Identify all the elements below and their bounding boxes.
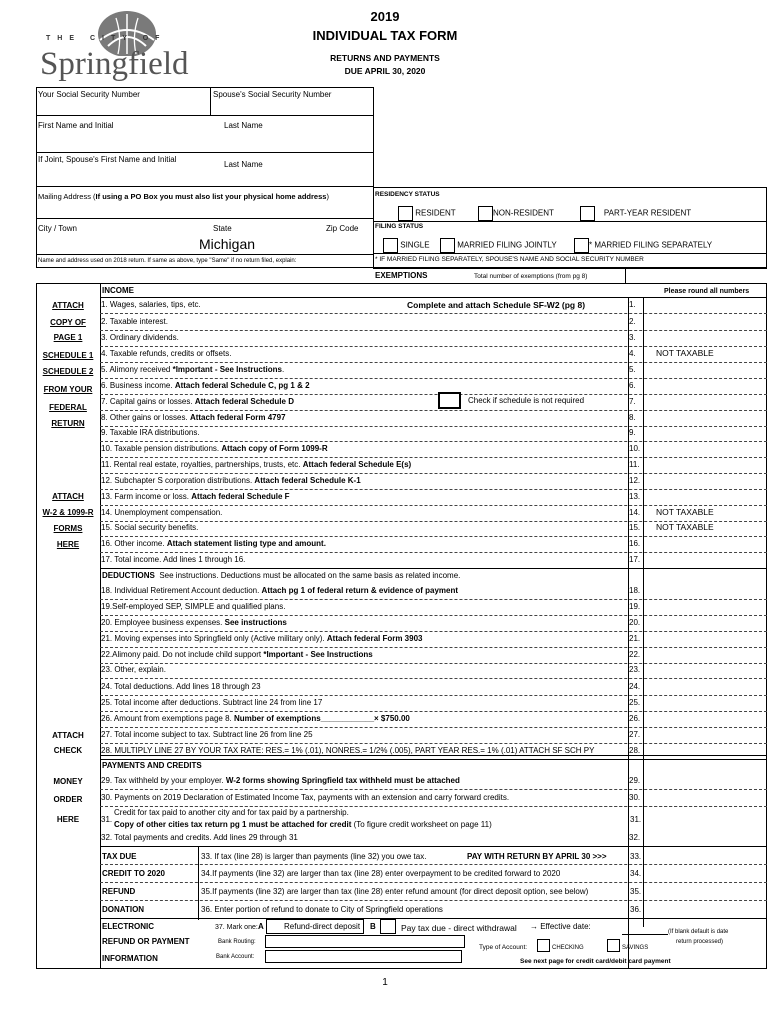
round-numbers-note: Please round all numbers [664, 288, 750, 295]
residency-option-nonresident[interactable]: NON-RESIDENT [478, 206, 554, 221]
form-title: INDIVIDUAL TAX FORM [312, 28, 458, 43]
last-name-field[interactable]: Last Name [224, 121, 263, 130]
side-forms: FORMS [53, 524, 83, 533]
line-3-row [100, 330, 767, 346]
line34-number[interactable]: 34. [630, 869, 642, 878]
side-copy-of: COPY OF [50, 318, 86, 327]
line-25-amount-box[interactable]: 25. [629, 698, 641, 707]
blank-default-note-1: (If blank default is date [668, 929, 729, 935]
line-12-text: 12. Subchapter S corporation distributions. Attach federal Schedule K-1 [101, 476, 361, 485]
first-name-field[interactable]: First Name and Initial [38, 121, 114, 130]
line-4-text: 4. Taxable refunds, credits or offsets. [101, 349, 232, 358]
spouse-ssn-field[interactable]: Spouse's Social Security Number [213, 90, 332, 99]
line-12-amount-box[interactable]: 12. [629, 476, 641, 485]
side-attach-check: ATTACH [52, 731, 84, 740]
line-13-text: 13. Farm income or loss. Attach federal Schedule F [101, 492, 290, 501]
form-subtitle-2: DUE APRIL 30, 2020 [344, 66, 426, 76]
bank-account-input[interactable] [265, 950, 462, 963]
line4-not-taxable: NOT TAXABLE [656, 348, 714, 358]
line-21-row [100, 631, 767, 647]
line-22-amount-box[interactable]: 22. [629, 650, 641, 659]
line-26-text: 26. Amount from exemptions page 8. Number of exemptions____________× $750.00 [101, 714, 410, 723]
side-money: MONEY [53, 777, 83, 786]
page-number: 1 [382, 977, 388, 988]
line-28-amount-box[interactable]: 28. [629, 746, 641, 755]
schedule-not-required-checkbox[interactable] [438, 392, 461, 409]
line-25-row [100, 695, 767, 711]
blank-default-note-2: return processed) [676, 939, 724, 945]
line-18-row [100, 583, 767, 599]
line-22-text: 22.Alimony paid. Do not include child support *Important - See Instructions [101, 650, 373, 659]
line-9-row [100, 425, 767, 441]
line33-pay-note: PAY WITH RETURN BY APRIL 30 >>> [467, 852, 607, 861]
line-23-row [100, 662, 767, 678]
effective-date-label: → Effective date: [530, 922, 591, 931]
line-13-row [100, 489, 767, 505]
single-checkbox[interactable] [383, 238, 398, 253]
line-26-row [100, 711, 767, 727]
line-21-amount-box[interactable]: 21. [629, 634, 641, 643]
prior-name-note[interactable]: Name and address used on 2018 return. If same as above, type "Same" if no return filed, explain: [38, 258, 297, 264]
ssn-divider [210, 87, 211, 115]
residency-option-partyear[interactable]: PART-YEAR RESIDENT [580, 206, 691, 221]
credit-label: CREDIT TO 2020 [102, 869, 165, 878]
side-check: CHECK [53, 746, 83, 755]
city-field[interactable]: City / Town [38, 224, 77, 233]
joint-checkbox[interactable] [440, 238, 455, 253]
line35-text: 35.If payments (line 32) are larger than tax (line 28) enter refund amount (for direct deposit option, see below) [201, 887, 589, 896]
line-29-text: 29. Tax withheld by your employer. W-2 forms showing Springfield tax withheld must be attached [101, 776, 460, 785]
line-30-amount-box[interactable]: 30. [629, 793, 641, 802]
line-28-text: 28. MULTIPLY LINE 27 BY YOUR TAX RATE: RES.= 1% (.01), NONRES.= 1/2% (.005), PART YEAR RES.= 1% (.01) ATTACH SF SCH PY [101, 746, 595, 755]
joint-first-name-field[interactable]: If Joint, Spouse's First Name and Initial [38, 155, 177, 164]
line-8-amount-box[interactable]: 8. [629, 413, 636, 422]
joint-last-name-field[interactable]: Last Name [224, 160, 263, 169]
line36-text: 36. Enter portion of refund to donate to City of Springfield operations [201, 905, 443, 914]
line33-number[interactable]: 33. [630, 852, 642, 861]
line-24-amount-box[interactable]: 24. [629, 682, 641, 691]
logo-the-city-of: THE CITY OF [46, 35, 167, 42]
line-27-row [100, 727, 767, 743]
line-16-amount-box[interactable]: 16. [629, 539, 641, 548]
line-4-amount-box[interactable]: 4. [629, 349, 636, 358]
line-24-row [100, 679, 767, 695]
line-12-row [100, 473, 767, 489]
electronic-label-3: INFORMATION [102, 954, 158, 963]
line-20-amount-box[interactable]: 20. [629, 618, 641, 627]
line-26-amount-box[interactable]: 26. [629, 714, 641, 723]
line35-number[interactable]: 35. [630, 887, 642, 896]
ssn-field[interactable]: Your Social Security Number [38, 90, 140, 99]
side-federal: FEDERAL [49, 403, 87, 412]
line34-text: 34.If payments (line 32) are larger than tax (line 28) enter overpayment to be credited forward to 2020 [201, 869, 561, 878]
line33-text: 33. If tax (line 28) is larger than payments (line 32) you owe tax. [201, 852, 427, 861]
filing-option-single[interactable]: SINGLE [383, 238, 430, 253]
line-17-amount-box[interactable]: 17. [629, 555, 641, 564]
line-3-text: 3. Ordinary dividends. [101, 333, 179, 342]
line-25-text: 25. Total income after deductions. Subtract line 24 from line 17 [101, 698, 323, 707]
zip-field[interactable]: Zip Code [326, 224, 359, 233]
exemptions-label: EXEMPTIONS [375, 271, 428, 280]
side-attach-w2: ATTACH [52, 492, 84, 501]
electronic-label-1: ELECTRONIC [102, 922, 154, 931]
line-30-row [100, 790, 767, 806]
line-8-row [100, 410, 767, 426]
separate-checkbox[interactable] [574, 238, 589, 253]
form-subtitle-1: RETURNS AND PAYMENTS [330, 53, 440, 63]
line-3-amount-box[interactable]: 3. [629, 333, 636, 342]
logo-city-name: Springfield [40, 46, 189, 82]
line-15-text: 15. Social security benefits. [101, 523, 199, 532]
line-10-row [100, 441, 767, 457]
side-attach: ATTACH [52, 301, 84, 310]
refund-label: REFUND [102, 887, 136, 896]
form-year: 2019 [370, 9, 400, 24]
deductions-header: DEDUCTIONS See instructions. Deductions must be allocated on the same basis as related income. [102, 571, 461, 580]
line31-number: 31. [101, 815, 113, 824]
line-21-text: 21. Moving expenses into Springfield only (Active military only). Attach federal Form 3903 [101, 634, 423, 643]
line-18-text: 18. Individual Retirement Account deduction. Attach pg 1 of federal return & evidence of payment [101, 586, 459, 595]
line-29-amount-box[interactable]: 29. [629, 776, 641, 785]
mailing-address-field[interactable]: Mailing Address (If using a PO Box you must also list your physical home address) [38, 192, 329, 201]
line-27-amount-box[interactable]: 27. [629, 730, 641, 739]
line15-not-taxable: NOT TAXABLE [656, 522, 714, 532]
line-24-text: 24. Total deductions. Add lines 18 through 23 [101, 682, 261, 691]
option-a-letter: A [258, 922, 264, 931]
line-6-amount-box[interactable]: 6. [629, 381, 636, 390]
filing-option-joint[interactable]: MARRIED FILING JOINTLY [440, 238, 557, 253]
bank-routing-label: Bank Routing: [218, 939, 256, 945]
line37-text: 37. Mark one: [215, 924, 258, 931]
line-10-amount-box[interactable]: 10. [629, 444, 641, 453]
side-here: HERE [56, 540, 80, 549]
residency-status-label: RESIDENCY STATUS [375, 191, 440, 198]
option-b-letter: B [370, 922, 376, 931]
line-5-text: 5. Alimony received *Important - See Instructions. [101, 365, 285, 374]
line-17-row [100, 552, 767, 568]
line31-text-b: Copy of other cities tax return pg 1 must be attached for credit (To figure credit worksheet on page 11) [114, 820, 492, 829]
line-14-text: 14. Unemployment compensation. [101, 508, 223, 517]
line-6-text: 6. Business income. Attach federal Schedule C, pg 1 & 2 [101, 381, 310, 390]
side-from-your: FROM YOUR [43, 385, 93, 394]
line-2-amount-box[interactable]: 2. [629, 317, 636, 326]
line-18-amount-box[interactable]: 18. [629, 586, 641, 595]
line31-box-number[interactable]: 31. [630, 815, 642, 824]
resident-checkbox[interactable] [398, 206, 413, 221]
side-here-payment: HERE [56, 815, 80, 824]
line-11-amount-box[interactable]: 11. [629, 460, 640, 469]
line-16-text: 16. Other income. Attach statement listing type and amount. [101, 539, 326, 548]
line-14-amount-box[interactable]: 14. [629, 508, 641, 517]
line-32-row [100, 830, 767, 846]
line-11-text: 11. Rental real estate, royalties, partnerships, trusts, etc. Attach federal Schedule E(s) [101, 460, 412, 469]
effective-date-line[interactable] [622, 934, 668, 935]
line36-number[interactable]: 36. [630, 905, 642, 914]
side-return: RETURN [51, 419, 85, 428]
line-30-text: 30. Payments on 2019 Declaration of Estimated Income Tax, payments with an extension and carry forward credits. [101, 793, 510, 802]
line-20-row [100, 615, 767, 631]
line-7-text: 7. Capital gains or losses. Attach federal Schedule D [101, 397, 294, 406]
partyear-checkbox[interactable] [580, 206, 595, 221]
line-8-text: 8. Other gains or losses. Attach federal Form 4797 [101, 413, 286, 422]
electronic-label-2: REFUND OR PAYMENT [102, 937, 190, 946]
side-schedule-1: SCHEDULE 1 [42, 351, 94, 360]
savings-label: SAVINGS [622, 945, 649, 951]
line-15-amount-box[interactable]: 15. [629, 523, 641, 532]
payments-header: PAYMENTS AND CREDITS [102, 761, 202, 770]
separate-filing-note: * IF MARRIED FILING SEPARATELY, SPOUSE'S NAME AND SOCIAL SECURITY NUMBER [375, 256, 644, 263]
filing-option-separate[interactable]: * MARRIED FILING SEPARATELY [574, 238, 712, 253]
exemptions-text[interactable]: Total number of exemptions (from pg 8) [474, 273, 588, 280]
donation-label: DONATION [102, 905, 145, 914]
line-19-text: 19.Self-employed SEP, SIMPLE and qualified plans. [101, 602, 286, 611]
line-29-row [100, 773, 767, 789]
side-w2-1099r: W-2 & 1099-R [42, 508, 94, 517]
filing-status-label: FILING STATUS [375, 223, 424, 230]
checking-checkbox[interactable] [537, 939, 550, 952]
state-value[interactable]: Michigan [199, 236, 256, 252]
line-19-amount-box[interactable]: 19. [629, 602, 641, 611]
side-schedule-2: SCHEDULE 2 [42, 367, 94, 376]
line-7-amount-box[interactable]: 7. [629, 397, 636, 406]
line-16-row [100, 536, 767, 552]
line-32-amount-box[interactable]: 32. [629, 833, 641, 842]
bank-account-label: Bank Account: [216, 954, 255, 960]
line-27-text: 27. Total income subject to tax. Subtract line 26 from line 25 [101, 730, 313, 739]
line-23-amount-box[interactable]: 23. [629, 665, 641, 674]
line7-note: Check if schedule is not required [468, 396, 585, 405]
line-22-row [100, 647, 767, 663]
direct-withdrawal-option[interactable] [380, 919, 396, 934]
income-label: INCOME [102, 286, 134, 295]
tax-due-label: TAX DUE [102, 852, 137, 861]
line-5-row [100, 362, 767, 378]
line-9-amount-box[interactable]: 9. [629, 428, 636, 437]
line-1-amount-box[interactable]: 1. [629, 300, 636, 309]
nonresident-checkbox[interactable] [478, 206, 493, 221]
line-1-text: 1. Wages, salaries, tips, etc. [101, 300, 201, 309]
line-2-row [100, 314, 767, 330]
side-page-1: PAGE 1 [53, 333, 83, 342]
line-11-row [100, 457, 767, 473]
account-type-label: Type of Account: [479, 944, 528, 951]
line-28-row [100, 743, 767, 759]
line-19-row [100, 599, 767, 615]
line-6-row [100, 378, 767, 394]
line-5-amount-box[interactable]: 5. [629, 365, 636, 374]
state-label: State [213, 224, 232, 233]
option-b-text: Pay tax due - direct withdrawal [401, 923, 517, 933]
checking-label: CHECKING [552, 945, 584, 951]
refund-direct-deposit-option[interactable]: Refund-direct deposit [266, 919, 364, 934]
line-10-text: 10. Taxable pension distributions. Attach copy of Form 1099-R [101, 444, 328, 453]
line1-note: Complete and attach Schedule SF-W2 (pg 8) [407, 300, 586, 310]
line14-not-taxable: NOT TAXABLE [656, 507, 714, 517]
bank-routing-input[interactable] [265, 935, 465, 948]
line-7-row [100, 394, 767, 410]
next-page-note: See next page for credit card/debit card payment [520, 958, 671, 965]
savings-checkbox[interactable] [607, 939, 620, 952]
residency-option-resident[interactable]: RESIDENT [398, 206, 456, 221]
line-9-text: 9. Taxable IRA distributions. [101, 428, 200, 437]
line-20-text: 20. Employee business expenses. See instructions [101, 618, 287, 627]
line31-text-a: Credit for tax paid to another city and for tax paid by a partnership. [114, 808, 349, 817]
line-17-text: 17. Total income. Add lines 1 through 16. [101, 555, 246, 564]
line-13-amount-box[interactable]: 13. [629, 492, 641, 501]
line-2-text: 2. Taxable interest. [101, 317, 169, 326]
line-23-text: 23. Other, explain. [101, 665, 166, 674]
side-order: ORDER [53, 795, 83, 804]
line-32-text: 32. Total payments and credits. Add lines 29 through 31 [101, 833, 298, 842]
